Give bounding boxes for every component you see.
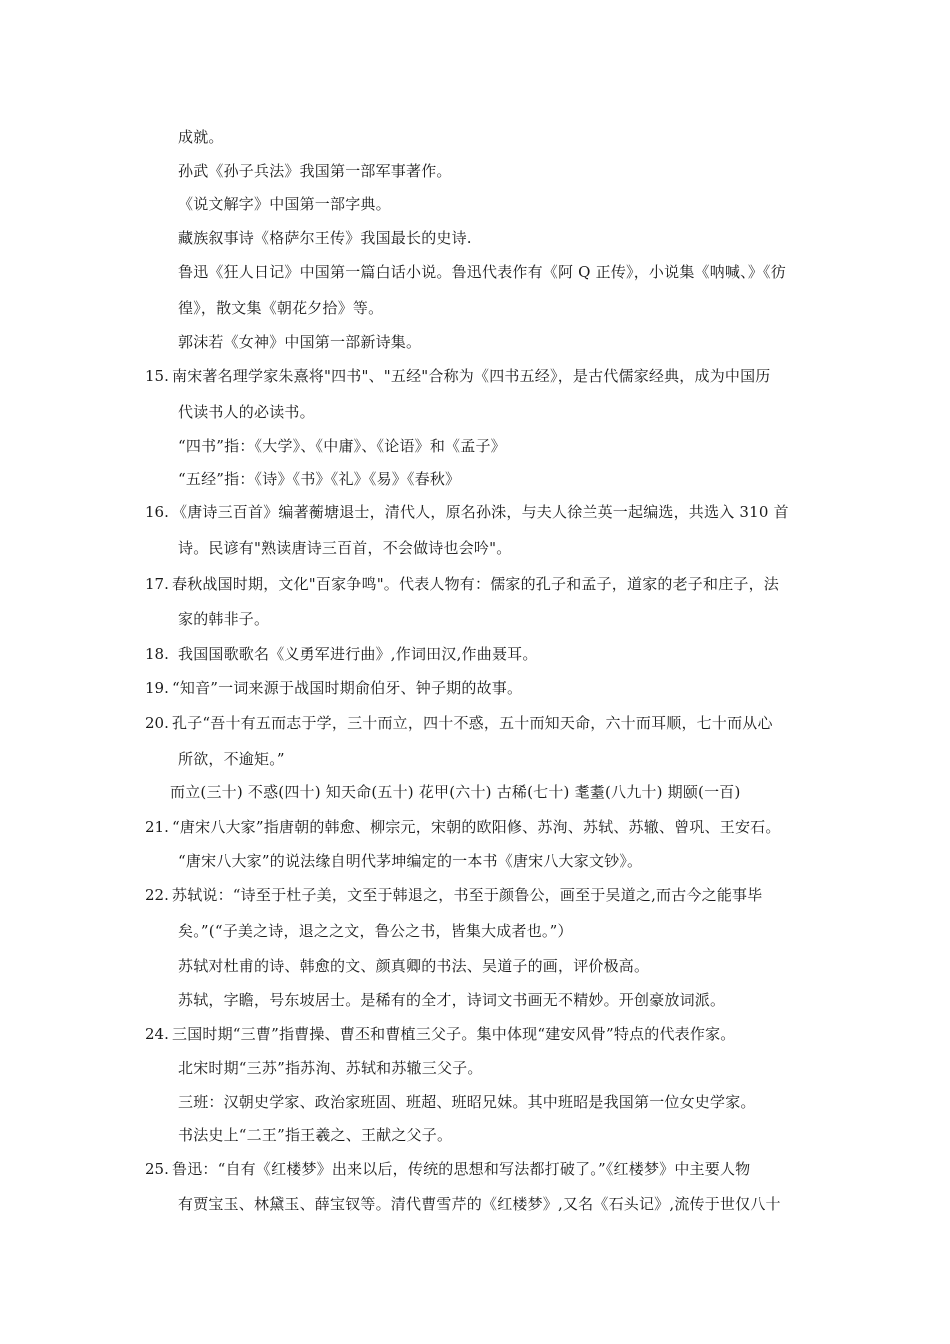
text-line: 郭沫若《女神》中国第一部新诗集。 — [178, 333, 422, 351]
item-number: 21. — [145, 818, 169, 836]
text-line: “四书”指：《大学》、《中庸》、《论语》和《孟子》 — [178, 437, 506, 455]
text-line: 三国时期“三曹”指曹操、曹丕和曹植三父子。集中体现“建安风骨”特点的代表作家。 — [172, 1025, 736, 1043]
text-line: 《说文解字》中国第一部字典。 — [178, 195, 391, 213]
text-line: 代读书人的必读书。 — [178, 403, 315, 421]
text-line: 徨》，散文集《朝花夕拾》等。 — [178, 299, 384, 317]
text-line: 春秋战国时期，文化"百家争鸣"。代表人物有：儒家的孔子和孟子，道家的老子和庄子，法 — [172, 575, 780, 593]
text-line: 鲁迅《狂人日记》中国第一篇白话小说。鲁迅代表作有《阿 Q 正传》，小说集《呐喊、》《彷 — [178, 263, 786, 281]
item-number: 25. — [145, 1160, 169, 1178]
text-line: 苏轼说：“诗至于杜子美，文至于韩退之，书至于颜鲁公，画至于吴道之,而古今之能事毕 — [172, 886, 763, 904]
item-number: 17. — [145, 575, 169, 593]
item-number: 15. — [145, 367, 169, 385]
text-line: 南宋著名理学家朱熹将"四书"、"五经"合称为《四书五经》，是古代儒家经典，成为中国历 — [172, 367, 771, 385]
text-line: “知音”一词来源于战国时期俞伯牙、钟子期的故事。 — [172, 679, 523, 697]
item-number: 20. — [145, 714, 169, 732]
text-line: 孙武《孙子兵法》我国第一部军事著作。 — [178, 162, 452, 180]
text-line: 成就。 — [178, 128, 224, 146]
text-line: 家的韩非子。 — [178, 610, 270, 628]
text-line: 所欲，不逾矩。” — [178, 750, 285, 768]
text-line: 书法史上“二王”指王羲之、王献之父子。 — [178, 1126, 453, 1144]
text-line: “五经”指：《诗》《书》《礼》《易》《春秋》 — [178, 470, 461, 488]
text-line: 藏族叙事诗《格萨尔王传》我国最长的史诗. — [178, 229, 472, 247]
text-line: 有贾宝玉、林黛玉、薛宝钗等。清代曹雪芹的《红楼梦》,又名《石头记》,流传于世仅八十 — [178, 1195, 781, 1213]
text-line: 矣。”(“子美之诗，退之之文，鲁公之书，皆集大成者也。”） — [178, 922, 573, 940]
item-number: 24. — [145, 1025, 169, 1043]
text-line: 北宋时期“三苏”指苏洵、苏轼和苏辙三父子。 — [178, 1059, 483, 1077]
text-line: 三班：汉朝史学家、政治家班固、班超、班昭兄妹。其中班昭是我国第一位女史学家。 — [178, 1093, 756, 1111]
text-line: 我国国歌歌名《义勇军进行曲》,作词田汉,作曲聂耳。 — [178, 645, 538, 663]
text-line: “唐宋八大家”的说法缘自明代茅坤编定的一本书《唐宋八大家文钞》。 — [178, 852, 643, 870]
item-number: 22. — [145, 886, 169, 904]
text-line: “唐宋八大家”指唐朝的韩愈、柳宗元，宋朝的欧阳修、苏洵、苏轼、苏辙、曾巩、王安石。 — [172, 818, 781, 836]
text-line: 鲁迅：“自有《红楼梦》出来以后，传统的思想和写法都打破了。”《红楼梦》中主要人物 — [172, 1160, 751, 1178]
text-line: 诗。民谚有"熟读唐诗三百首，不会做诗也会吟"。 — [178, 539, 512, 557]
text-line: 孔子“吾十有五而志于学，三十而立，四十不惑，五十而知天命，六十而耳顺，七十而从心 — [172, 714, 773, 732]
item-number: 18. — [145, 645, 169, 663]
text-line: 《唐诗三百首》编著蘅塘退士，清代人，原名孙洙，与夫人徐兰英一起编选，共选入 310 首 — [172, 503, 789, 521]
item-number: 16. — [145, 503, 169, 521]
item-number: 19. — [145, 679, 169, 697]
text-line: 而立(三十) 不惑(四十) 知天命(五十) 花甲(六十) 古稀(七十) 耄耋(八九十) 期颐(一百) — [170, 783, 741, 801]
text-line: 苏轼，字瞻，号东坡居士。是稀有的全才，诗词文书画无不精妙。开创豪放词派。 — [178, 991, 726, 1009]
text-line: 苏轼对杜甫的诗、韩愈的文、颜真卿的书法、吴道子的画，评价极高。 — [178, 957, 650, 975]
